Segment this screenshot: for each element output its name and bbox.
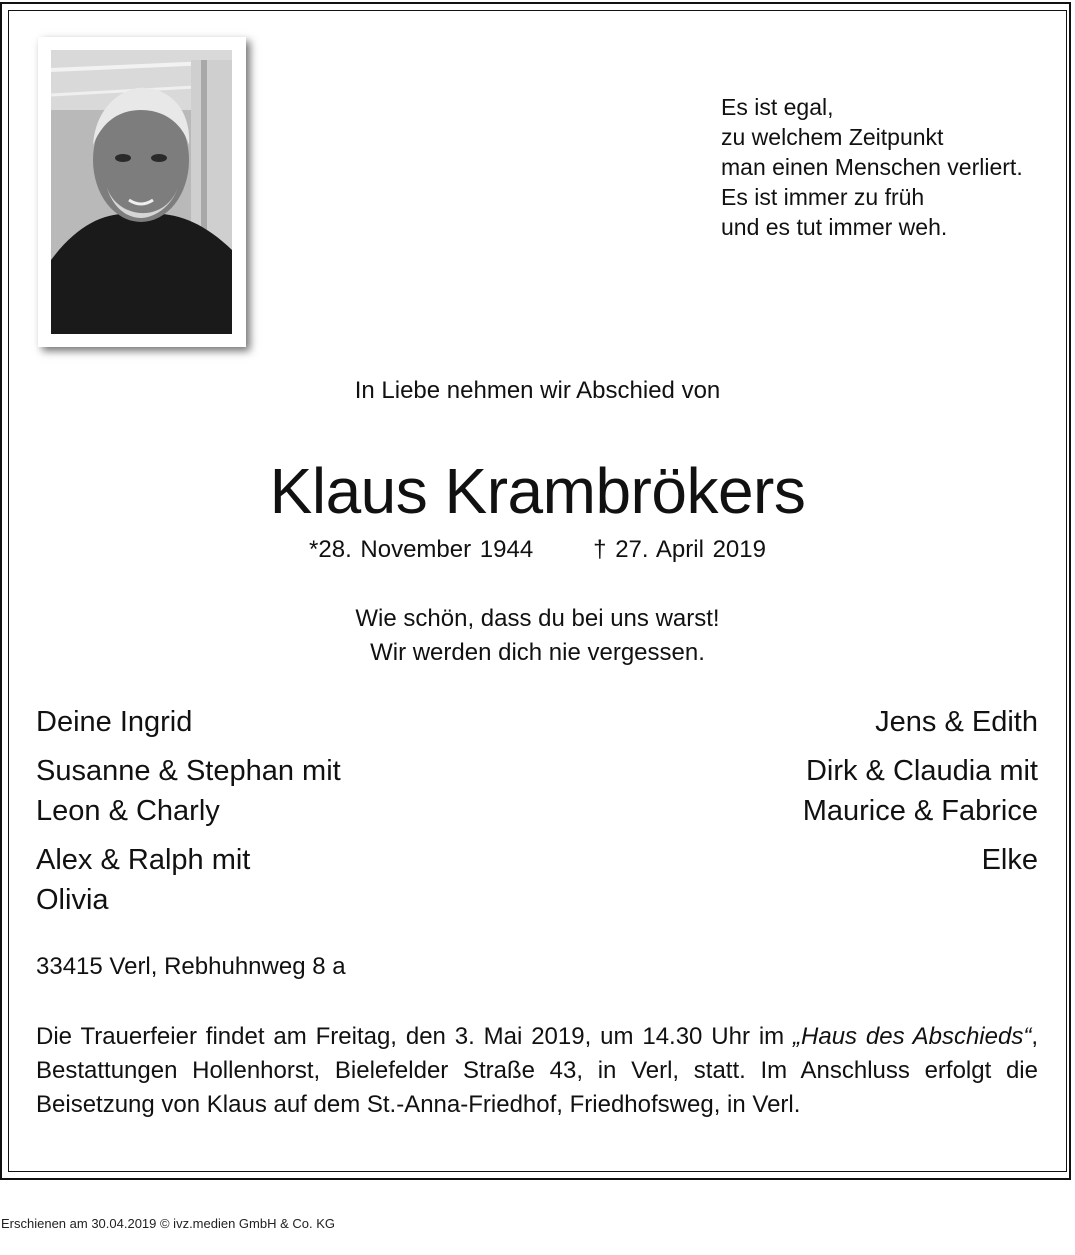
mourner-line: Elke — [981, 844, 1038, 876]
mourners-right — [803, 702, 1038, 889]
birth-date: *28. November 1944 — [309, 536, 534, 563]
mourner-line: Dirk & Claudia mit — [805, 755, 1038, 787]
portrait-photo — [51, 50, 232, 334]
mourners-left — [36, 702, 341, 929]
mourner-group — [803, 702, 1038, 742]
publication-footer: Erschienen am 30.04.2019 © ivz.medien GmbH & Co. KG — [1, 1216, 336, 1231]
mourner-group — [803, 751, 1038, 831]
portrait-frame — [38, 37, 246, 347]
mourner-line: Jens & Edith — [875, 706, 1038, 738]
mourner-group — [36, 751, 341, 831]
ceremony-text: , Bestattungen Hollenhorst, Bielefelder Straße 43, in Verl, statt. Im Anschluss erfolgt die Beisetzung von Klaus auf dem St.-Anna-Friedhof, Friedhofsweg, in Verl. — [36, 1023, 1038, 1118]
ceremony-notice — [36, 1020, 1038, 1122]
mourner-line: Deine Ingrid — [36, 706, 193, 738]
death-date: † 27. April 2019 — [593, 536, 766, 563]
poem-line: und es tut immer weh. — [721, 214, 948, 240]
ceremony-text: Die Trauerfeier findet am Freitag, den 3. Mai 2019, um 14.30 Uhr im — [36, 1023, 794, 1050]
mourner-group — [803, 840, 1038, 880]
intro-text: In Liebe nehmen wir Abschied von — [354, 377, 721, 404]
tribute-line: Wie schön, dass du bei uns warst! — [355, 605, 720, 632]
poem-line: man einen Menschen verliert. — [721, 154, 1023, 180]
tribute — [0, 602, 1075, 670]
poem-line: zu welchem Zeitpunkt — [721, 124, 944, 150]
poem-line: Es ist immer zu früh — [721, 184, 925, 210]
ceremony-venue: „Haus des Abschieds“ — [793, 1023, 1032, 1050]
mourner-group — [36, 702, 341, 742]
mourner-line: Leon & Charly — [36, 795, 220, 827]
mourner-line: Alex & Ralph mit — [36, 844, 251, 876]
mourner-line: Susanne & Stephan mit — [36, 755, 341, 787]
tribute-line: Wir werden dich nie vergessen. — [370, 639, 705, 666]
life-dates — [0, 536, 1075, 564]
family-address: 33415 Verl, Rebhuhnweg 8 a — [36, 953, 346, 980]
mourner-line: Maurice & Fabrice — [802, 795, 1038, 827]
mourner-group — [36, 840, 341, 920]
poem — [721, 92, 1023, 242]
mourner-line: Olivia — [36, 884, 109, 916]
poem-line: Es ist egal, — [721, 94, 834, 120]
deceased-name: Klaus Krambrökers — [269, 455, 806, 527]
